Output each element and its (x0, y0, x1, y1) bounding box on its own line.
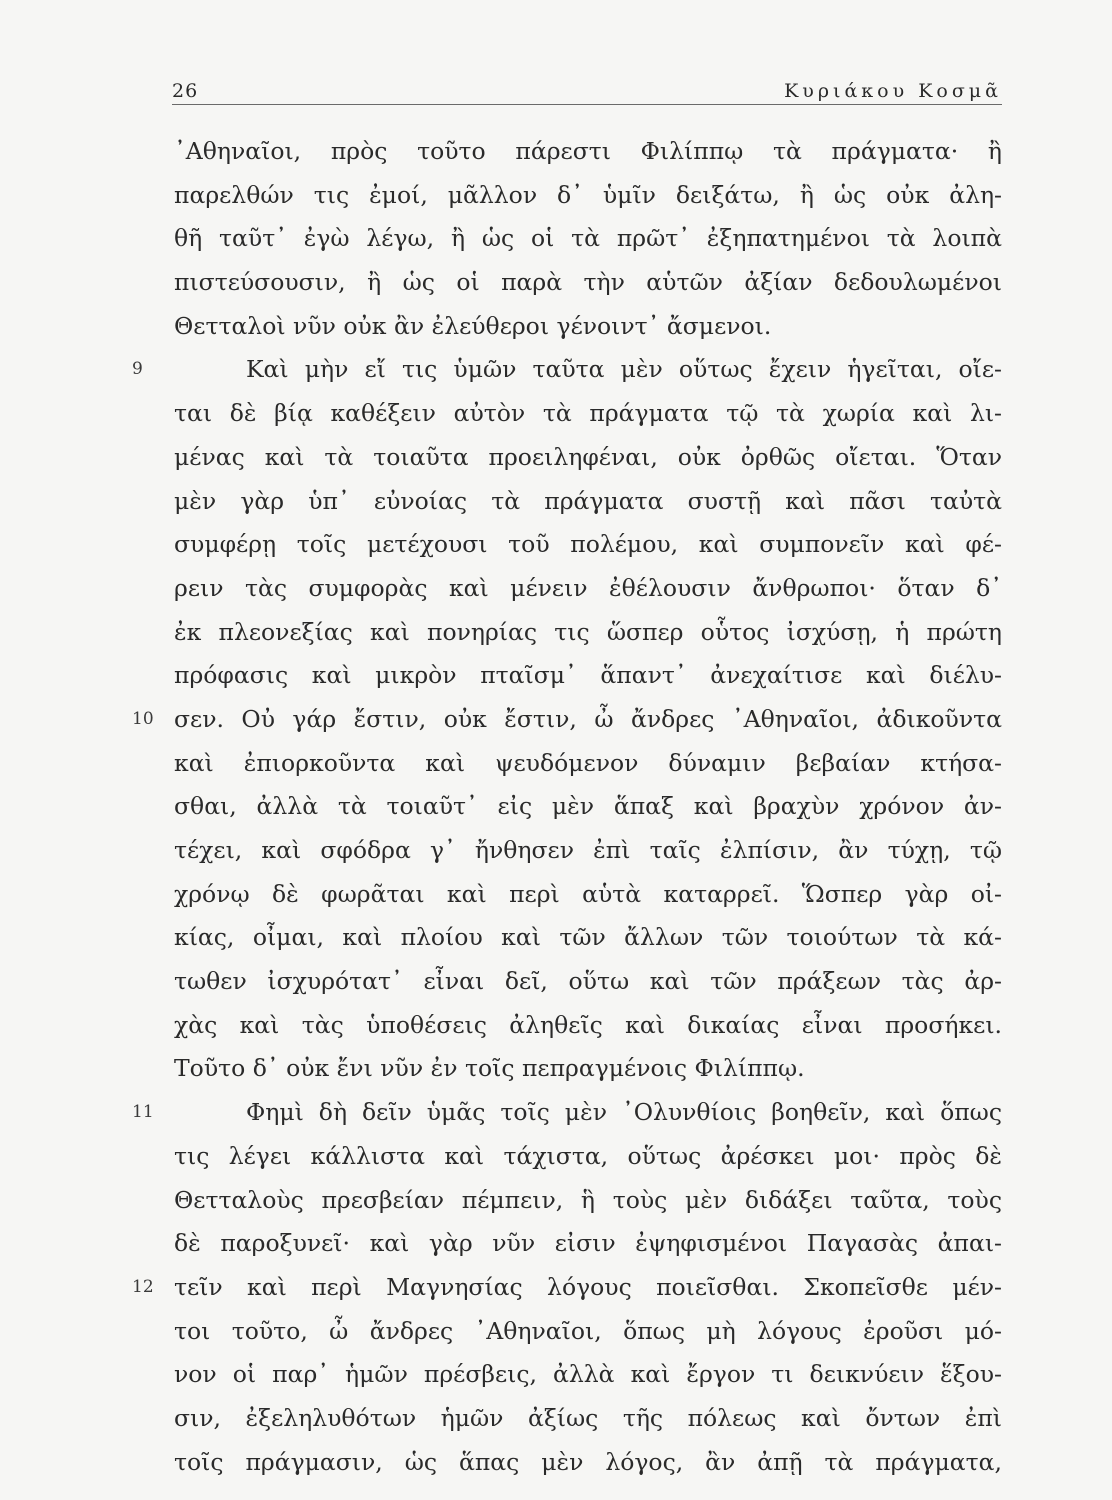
text-line (174, 567, 1002, 611)
line-text: τωθεν ἰσχυρότατ᾽ εἶναι δεῖ, οὕτω καὶ τῶν πράξεων τὰς ἀρ- (174, 967, 1002, 996)
line-text: χρόνῳ δὲ φωρᾶται καὶ περὶ αὑτὰ καταρρεῖ. Ὥσπερ γὰρ οἰ- (174, 879, 1002, 908)
section-number: 9 (132, 359, 143, 380)
text-line (174, 1047, 1002, 1091)
line-text: ἐκ πλεονεξίας καὶ πονηρίας τις ὥσπερ οὗτος ἰσχύσῃ, ἡ πρώτη (174, 617, 1002, 646)
text-line (174, 1310, 1002, 1354)
text-line (132, 698, 1002, 742)
text-line (174, 523, 1002, 567)
text-line (174, 480, 1002, 524)
line-text: μένας καὶ τὰ τοιαῦτα προειληφέναι, οὐκ ὀρθῶς οἴεται. Ὅταν (174, 442, 1002, 471)
line-text: νον οἱ παρ᾽ ἡμῶν πρέσβεις, ἀλλὰ καὶ ἔργον τι δεικνύειν ἕξου- (174, 1360, 1002, 1389)
line-text: τις λέγει κάλλιστα καὶ τάχιστα, οὕτως ἀρέσκει μοι· πρὸς δὲ (174, 1141, 1002, 1170)
line-text: συμφέρῃ τοῖς μετέχουσι τοῦ πολέμου, καὶ συμπονεῖν καὶ φέ- (174, 530, 1002, 559)
text-line (174, 916, 1002, 960)
line-text: πιστεύσουσιν, ἢ ὡς οἱ παρὰ τὴν αὑτῶν ἀξίαν δεδουλωμένοι (174, 268, 1002, 297)
text-line (174, 829, 1002, 873)
text-line (174, 785, 1002, 829)
line-text: μὲν γὰρ ὑπ᾽ εὐνοίας τὰ πράγματα συστῇ καὶ πᾶσι ταὐτὰ (174, 486, 1002, 515)
text-line (174, 960, 1002, 1004)
line-text: Τοῦτο δ᾽ οὐκ ἔνι νῦν ἐν τοῖς πεπραγμένοις Φιλίππῳ. (174, 1054, 805, 1083)
section-number: 10 (132, 708, 154, 729)
text-line (174, 217, 1002, 261)
line-text: καὶ ἐπιορκοῦντα καὶ ψευδόμενον δύναμιν βεβαίαν κτήσα- (174, 748, 1002, 777)
line-text: Καὶ μὴν εἴ τις ὑμῶν ταῦτα μὲν οὕτως ἔχειν ἡγεῖται, οἴε- (246, 355, 1002, 384)
line-text: θῆ ταῦτ᾽ ἐγὼ λέγω, ἢ ὡς οἱ τὰ πρῶτ᾽ ἐξηπατημένοι τὰ λοιπὰ (174, 224, 1002, 253)
line-text: ται δὲ βίᾳ καθέξειν αὐτὸν τὰ πράγματα τῷ τὰ χωρία καὶ λι- (174, 399, 1002, 428)
line-text: χὰς καὶ τὰς ὑποθέσεις ἀληθεῖς καὶ δικαίας εἶναι προσήκει. (174, 1010, 1002, 1039)
page-header (172, 78, 1002, 105)
line-text: τέχει, καὶ σφόδρα γ᾽ ἤνθησεν ἐπὶ ταῖς ἐλπίσιν, ἂν τύχῃ, τῷ (174, 836, 1002, 864)
line-text: τεῖν καὶ περὶ Μαγνησίας λόγους ποιεῖσθαι. Σκοπεῖσθε μέν- (174, 1272, 1002, 1301)
text-line (174, 654, 1002, 698)
text-line (174, 873, 1002, 917)
line-text: Φημὶ δὴ δεῖν ὑμᾶς τοῖς μὲν ᾽Ολυνθίοις βοηθεῖν, καὶ ὅπως (246, 1098, 1002, 1127)
text-line (174, 1179, 1002, 1223)
text-line (174, 1353, 1002, 1397)
text-line (132, 348, 1002, 392)
text-line (174, 1004, 1002, 1048)
line-text: ρειν τὰς συμφορὰς καὶ μένειν ἐθέλουσιν ἄνθρωποι· ὅταν δ᾽ (174, 573, 1002, 602)
text-line (174, 261, 1002, 305)
line-text: τοι τοῦτο, ὦ ἄνδρες ᾽Αθηναῖοι, ὅπως μὴ λόγους ἐροῦσι μό- (174, 1316, 1002, 1345)
text-line (174, 1397, 1002, 1441)
text-line (132, 1266, 1002, 1310)
line-text: σθαι, ἀλλὰ τὰ τοιαῦτ᾽ εἰς μὲν ἅπαξ καὶ βραχὺν χρόνον ἀν- (174, 792, 1002, 821)
line-text: ᾽Αθηναῖοι, πρὸς τοῦτο πάρεστι Φιλίππῳ τὰ πράγματα· ἢ (174, 137, 1002, 165)
text-line (174, 1222, 1002, 1266)
line-text: δὲ παροξυνεῖ· καὶ γὰρ νῦν εἰσιν ἐψηφισμένοι Παγασὰς ἀπαι- (174, 1229, 1002, 1258)
section-number: 12 (132, 1276, 154, 1297)
running-head: Κυριάκου Κοσμᾶ (784, 80, 1002, 102)
text-line (174, 174, 1002, 218)
line-text: σιν, ἐξεληλυθότων ἡμῶν ἀξίως τῆς πόλεως καὶ ὄντων ἐπὶ (174, 1403, 1002, 1432)
text-line (174, 1135, 1002, 1179)
page-number: 26 (172, 80, 199, 102)
line-text: τοῖς πράγμασιν, ὡς ἅπας μὲν λόγος, ἂν ἀπῇ τὰ πράγματα, (174, 1447, 1002, 1476)
line-text: παρελθών τις ἐμοί, μᾶλλον δ᾽ ὑμῖν δειξάτω, ἢ ὡς οὐκ ἀλη- (174, 180, 1002, 209)
text-line (174, 611, 1002, 655)
line-text: σεν. Οὐ γάρ ἔστιν, οὐκ ἔστιν, ὦ ἄνδρες ᾽Αθηναῖοι, ἀδικοῦντα (174, 704, 1002, 733)
text-line (174, 436, 1002, 480)
text-line (174, 305, 1002, 349)
text-line (174, 1441, 1002, 1485)
text-line (174, 130, 1002, 174)
text-line (132, 1091, 1002, 1135)
line-text: Θετταλοὺς πρεσβείαν πέμπειν, ἣ τοὺς μὲν διδάξει ταῦτα, τοὺς (174, 1185, 1002, 1214)
text-line (174, 392, 1002, 436)
text-line (174, 742, 1002, 786)
line-text: Θετταλοὶ νῦν οὐκ ἂν ἐλεύθεροι γένοιντ᾽ ἄσμενοι. (174, 311, 772, 340)
body-text (132, 130, 1002, 1484)
line-text: πρόφασις καὶ μικρὸν πταῖσμ᾽ ἅπαντ᾽ ἀνεχαίτισε καὶ διέλυ- (174, 661, 1002, 690)
section-number: 11 (132, 1102, 154, 1123)
line-text: κίας, οἶμαι, καὶ πλοίου καὶ τῶν ἄλλων τῶν τοιούτων τὰ κά- (174, 923, 1002, 952)
